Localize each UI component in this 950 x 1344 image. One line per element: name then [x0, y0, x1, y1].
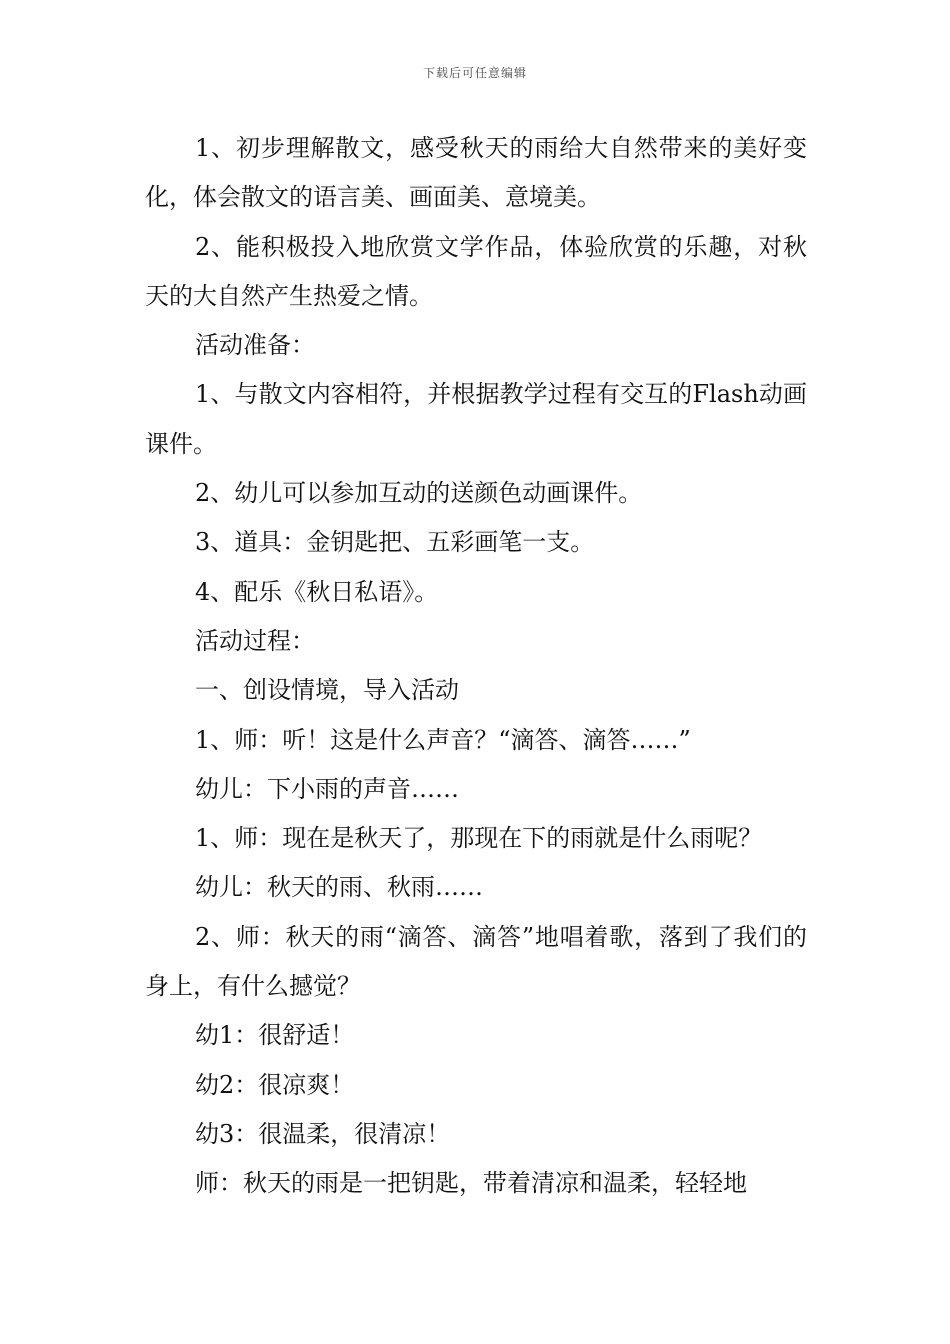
- paragraph: 幼2：很凉爽！: [195, 1070, 355, 1099]
- section-heading: 活动过程：: [195, 626, 315, 655]
- paragraph: 幼儿：秋天的雨、秋雨……: [195, 873, 483, 902]
- paragraph: 幼3：很温柔，很清凉！: [195, 1119, 451, 1148]
- paragraph: 2、能积极投入地欣赏文学作品，体验欣赏的乐趣，对秋天的大自然产生热爱之情。: [145, 232, 807, 310]
- paragraph: 师：秋天的雨是一把钥匙，带着清凉和温柔，轻轻地: [195, 1169, 747, 1198]
- paragraph: 4、配乐《秋日私语》。: [195, 577, 439, 606]
- header-note: 下载后可任意编辑: [422, 66, 527, 80]
- paragraph: 幼1：很舒适！: [195, 1021, 355, 1050]
- section-heading: 活动准备：: [195, 331, 315, 360]
- paragraph: 3、道具：金钥匙把、五彩画笔一支。: [195, 528, 595, 557]
- paragraph: 1、师：现在是秋天了，那现在下的雨就是什么雨呢？: [195, 824, 763, 853]
- paragraph: 一、创设情境，导入活动: [195, 676, 459, 705]
- paragraph: 2、师：秋天的雨“滴答、滴答”地唱着歌，落到了我们的身上，有什么撼觉？: [145, 922, 807, 1001]
- document-body: [145, 124, 807, 1209]
- paragraph: 1、师：听！这是什么声音？“滴答、滴答……”: [195, 725, 691, 754]
- paragraph: 1、与散文内容相符，并根据教学过程有交互的Flash动画课件。: [145, 380, 807, 458]
- paragraph: 2、幼儿可以参加互动的送颜色动画课件。: [195, 479, 643, 508]
- paragraph: 幼儿：下小雨的声音……: [195, 774, 459, 803]
- paragraph: 1、初步理解散文，感受秋天的雨给大自然带来的美好变化，体会散文的语言美、画面美、意境美。: [145, 134, 807, 212]
